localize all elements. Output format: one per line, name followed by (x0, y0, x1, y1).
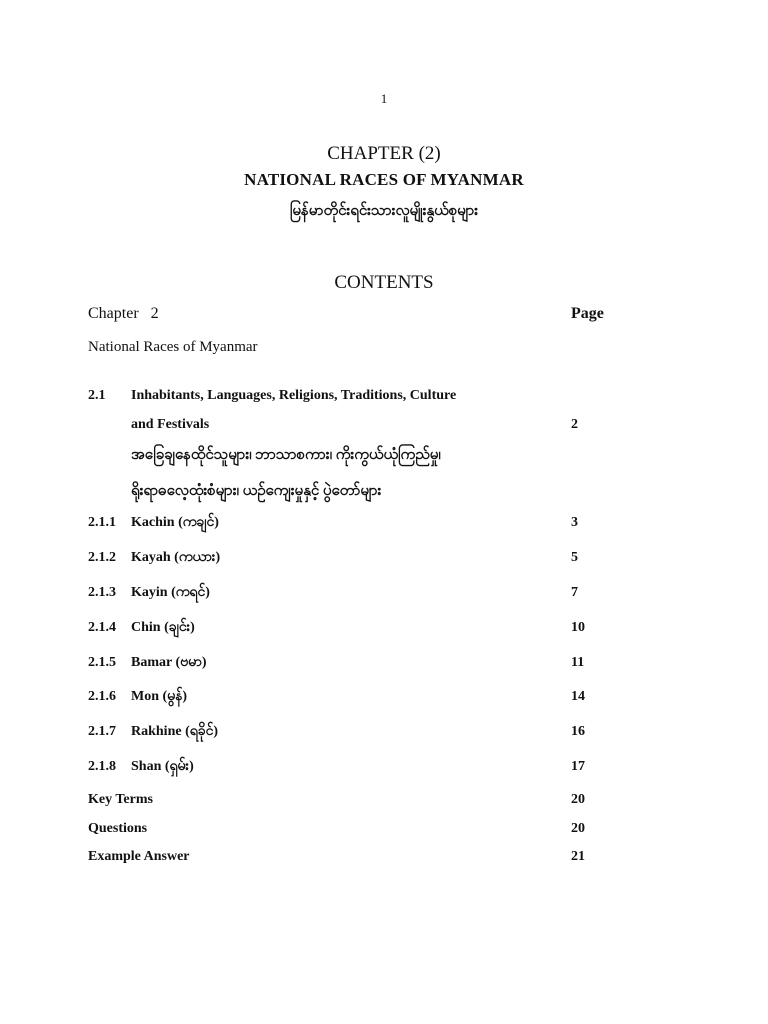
contents-heading: CONTENTS (334, 272, 434, 293)
page-column-label: Page (571, 305, 604, 322)
page-number: 1 (380, 91, 388, 106)
tail-title: Questions (88, 821, 148, 836)
chapter-title: CHAPTER (2) (327, 143, 441, 164)
entry-page: 3 (571, 515, 578, 530)
entry-title: Chin (ချင်း) (131, 620, 195, 635)
chapter-subtitle: NATIONAL RACES OF MYANMAR (244, 170, 524, 189)
entry-title: Rakhine (ရခိုင်) (131, 724, 219, 739)
entry-number: 2.1.4 (88, 620, 116, 635)
entry-number: 2.1.6 (88, 689, 116, 704)
section-myanmar-line2: ရိုးရာဓလေ့ထုံးစံများ၊ ယဥ်ကျေးမှုနှင့် ပွဲတော်များ (131, 483, 382, 499)
entry-title: Mon (မွန်) (131, 689, 188, 704)
entry-page: 14 (571, 689, 585, 704)
tail-page: 20 (571, 821, 585, 836)
chapter-label: Chapter 2 (88, 305, 159, 322)
entry-number: 2.1.5 (88, 655, 116, 670)
entry-title: Kachin (ကချင်) (131, 515, 219, 530)
section-heading: National Races of Myanmar (88, 339, 258, 355)
entry-title: Bamar (ဗမာ) (131, 655, 207, 670)
entry-page: 5 (571, 550, 578, 565)
entry-page: 10 (571, 620, 585, 635)
entry-title: Kayah (ကယား) (131, 550, 221, 565)
entry-title: Kayin (ကရင်) (131, 585, 210, 600)
entry-page: 7 (571, 585, 578, 600)
entry-page: 11 (571, 655, 585, 670)
entry-number: 2.1.7 (88, 724, 116, 739)
section-title-line1: Inhabitants, Languages, Religions, Traditions, Culture (131, 388, 457, 403)
entry-number: 2.1.1 (88, 515, 116, 530)
section-myanmar-line1: အခြေချနေထိုင်သူများ၊ ဘာသာစကား၊ ကိုးကွယ်ယုံကြည်မှု၊ (131, 447, 441, 463)
section-number: 2.1 (88, 388, 106, 403)
chapter-subtitle-myanmar: မြန်မာတိုင်းရင်းသားလူမျိုးနွယ်စုများ (289, 203, 479, 219)
tail-title: Key Terms (88, 792, 153, 807)
tail-title: Example Answer (88, 849, 190, 864)
entry-page: 16 (571, 724, 585, 739)
entry-number: 2.1.2 (88, 550, 116, 565)
entry-number: 2.1.8 (88, 759, 116, 774)
tail-page: 20 (571, 792, 585, 807)
entry-page: 17 (571, 759, 585, 774)
section-page: 2 (571, 417, 578, 432)
entry-title: Shan (ရှမ်း) (131, 759, 194, 774)
tail-page: 21 (571, 849, 585, 864)
entry-number: 2.1.3 (88, 585, 116, 600)
section-title-line2: and Festivals (131, 417, 210, 432)
